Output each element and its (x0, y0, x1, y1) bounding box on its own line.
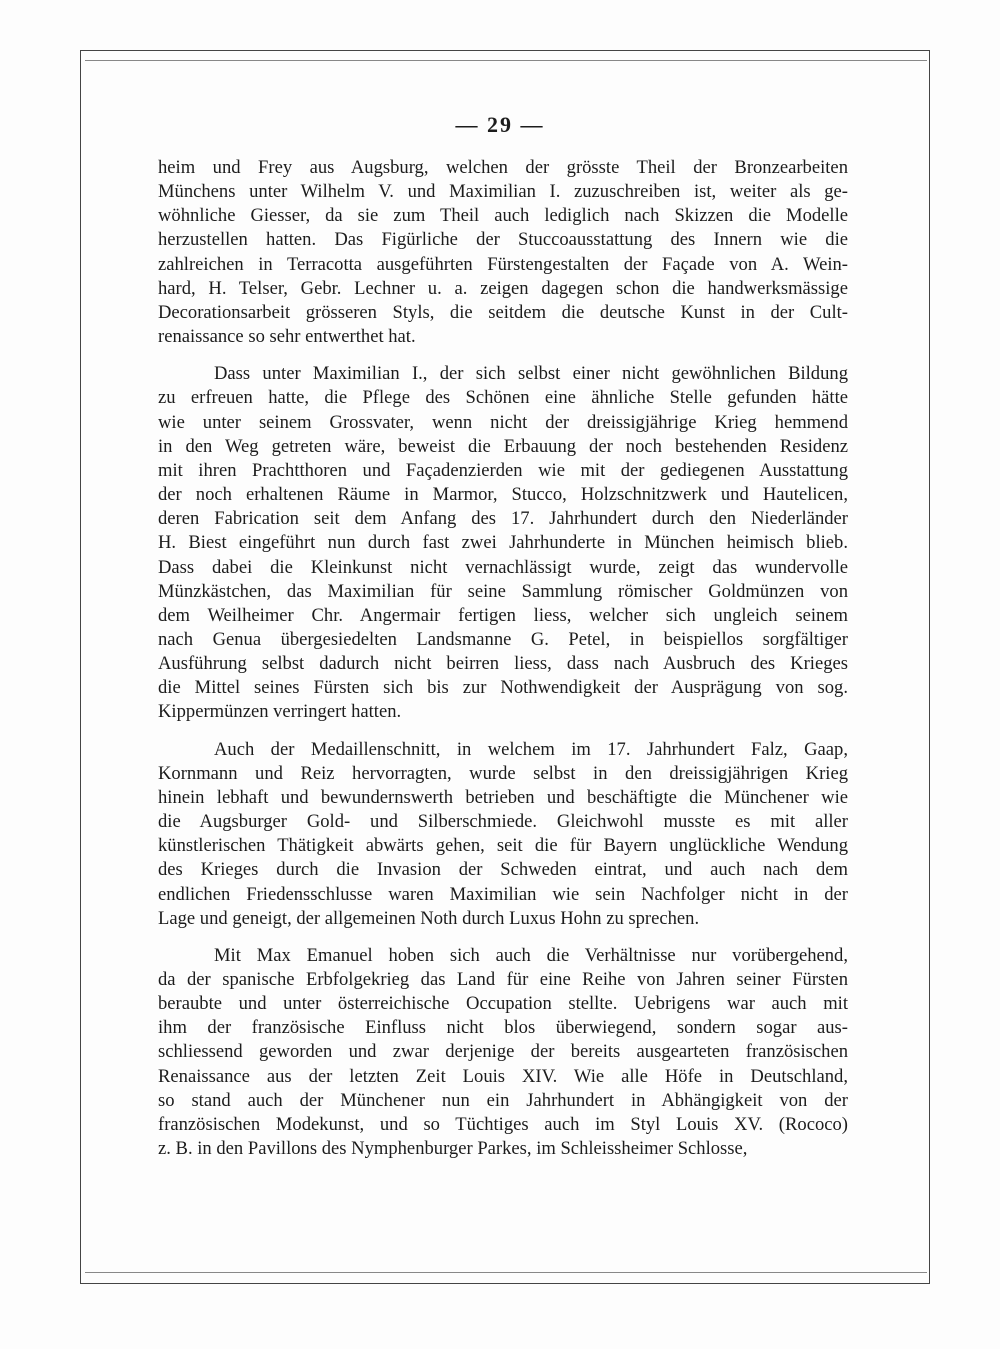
text-line: herzustellen hatten. Das Figürliche der Stuccoausstattung des Innern wie die (158, 229, 848, 251)
top-rule (85, 60, 927, 61)
text-line: H. Biest eingeführt nun durch fast zwei Jahrhunderte in München heimisch blieb. (158, 532, 848, 554)
text-line: wöhnliche Giesser, da sie zum Theil auch lediglich nach Skizzen die Modelle (158, 205, 848, 227)
text-line: Dass dabei die Kleinkunst nicht vernachlässigt wurde, zeigt das wundervolle (158, 556, 848, 578)
text-line: Lage und geneigt, der allgemeinen Noth durch Luxus Hohn zu sprechen. (158, 907, 700, 929)
text-line: z. B. in den Pavillons des Nymphenburger Parkes, im Schleissheimer Schlosse, (158, 1138, 748, 1160)
page-number: — 29 — (455, 112, 545, 137)
text-line: dem Weilheimer Chr. Angermair fertigen liess, welcher sich ungleich seinem (158, 604, 848, 626)
text-line: schliessend geworden und zwar derjenige der bereits ausgearteten französischen (158, 1041, 848, 1063)
text-line: mit ihren Prachtthoren und Façadenzierden wie mit der gediegenen Ausstattung (158, 459, 848, 481)
text-line: Dass unter Maximilian I., der sich selbst einer nicht gewöhnlichen Bildung (214, 363, 848, 385)
text-line: beraubte und unter österreichische Occupation stellte. Uebrigens war auch mit (158, 993, 848, 1015)
bottom-rule (85, 1272, 927, 1273)
text-line: die Augsburger Gold- und Silberschmiede. Gleichwohl musste es mit aller (158, 811, 848, 833)
text-line: Renaissance aus der letzten Zeit Louis XIV. Wie alle Höfe in Deutschland, (158, 1065, 848, 1087)
paragraph (158, 944, 848, 1161)
text-line: nach Genua übergesiedelten Landsmanne G. Petel, in beispiellos sorgfältiger (158, 628, 848, 650)
text-line: in den Weg getreten wäre, beweist die Erbauung der noch bestehenden Residenz (158, 435, 848, 457)
text-line: hinein lebhaft und bewundernswerth betrieben und beschäftigte die Münchener wie (158, 786, 848, 808)
text-line: Münzkästchen, das Maximilian für seine Sammlung römischer Goldmünzen von (158, 580, 848, 602)
text-line: des Krieges durch die Invasion der Schweden eintrat, und auch nach dem (158, 859, 848, 881)
text-line: endlichen Friedensschlusse waren Maximilian wie sein Nachfolger nicht in der (158, 883, 848, 905)
text-line: künstlerischen Thätigkeit abwärts gehen, seit die für Bayern unglückliche Wendung (158, 835, 848, 857)
text-line: Kornmann und Reiz hervorragten, wurde selbst in den dreissigjährigen Krieg (158, 762, 848, 784)
text-line: Decorationsarbeit grösseren Styls, die seitdem die deutsche Kunst in der Cult- (158, 301, 848, 323)
paragraph (158, 738, 848, 931)
text-line: wie unter seinem Grossvater, wenn nicht der dreissigjährige Krieg hemmend (158, 411, 848, 433)
text-line: die Mittel seines Fürsten sich bis zur Nothwendigkeit der Ausprägung von sog. (158, 677, 848, 699)
text-line: der noch erhaltenen Räume in Marmor, Stucco, Holzschnitzwerk und Hautelicen, (158, 484, 848, 506)
paragraph (158, 156, 848, 349)
text-line: da der spanische Erbfolgekrieg das Land für eine Reihe von Jahren seiner Fürsten (158, 969, 848, 990)
body-text (158, 156, 848, 1161)
text-line: ihm der französische Einfluss nicht blos überwiegend, sondern sogar aus- (158, 1017, 848, 1039)
text-line: Mit Max Emanuel hoben sich auch die Verhältnisse nur vorübergehend, (214, 944, 848, 966)
text-line: Kippermünzen verringert hatten. (158, 701, 402, 723)
paragraph (158, 362, 848, 724)
text-line: französischen Modekunst, und so Tüchtiges auch im Styl Louis XV. (Rococo) (158, 1113, 848, 1135)
text-line: hard, H. Telser, Gebr. Lechner u. a. zeigen dagegen schon die handwerksmässige (158, 277, 848, 299)
text-line: Münchens unter Wilhelm V. und Maximilian I. zuzuschreiben ist, weiter als ge- (158, 181, 848, 203)
text-line: zahlreichen in Terracotta ausgeführten Fürstengestalten der Façade von A. Wein- (158, 253, 848, 275)
text-line: zu erfreuen hatte, die Pflege des Schönen eine ähnliche Stelle gefunden hätte (158, 387, 848, 409)
text-line: heim und Frey aus Augsburg, welchen der grösste Theil der Bronzearbeiten (158, 157, 848, 178)
text-line: renaissance so sehr entwerthet hat. (158, 326, 416, 348)
text-line: Ausführung selbst dadurch nicht beirren liess, dass nach Ausbruch des Krieges (158, 653, 848, 675)
text-line: Auch der Medaillenschnitt, in welchem im 17. Jahrhundert Falz, Gaap, (214, 738, 848, 760)
text-line: so stand auch der Münchener nun ein Jahrhundert in Abhängigkeit von der (158, 1089, 848, 1111)
text-line: deren Fabrication seit dem Anfang des 17. Jahrhundert durch den Niederländer (158, 508, 848, 530)
